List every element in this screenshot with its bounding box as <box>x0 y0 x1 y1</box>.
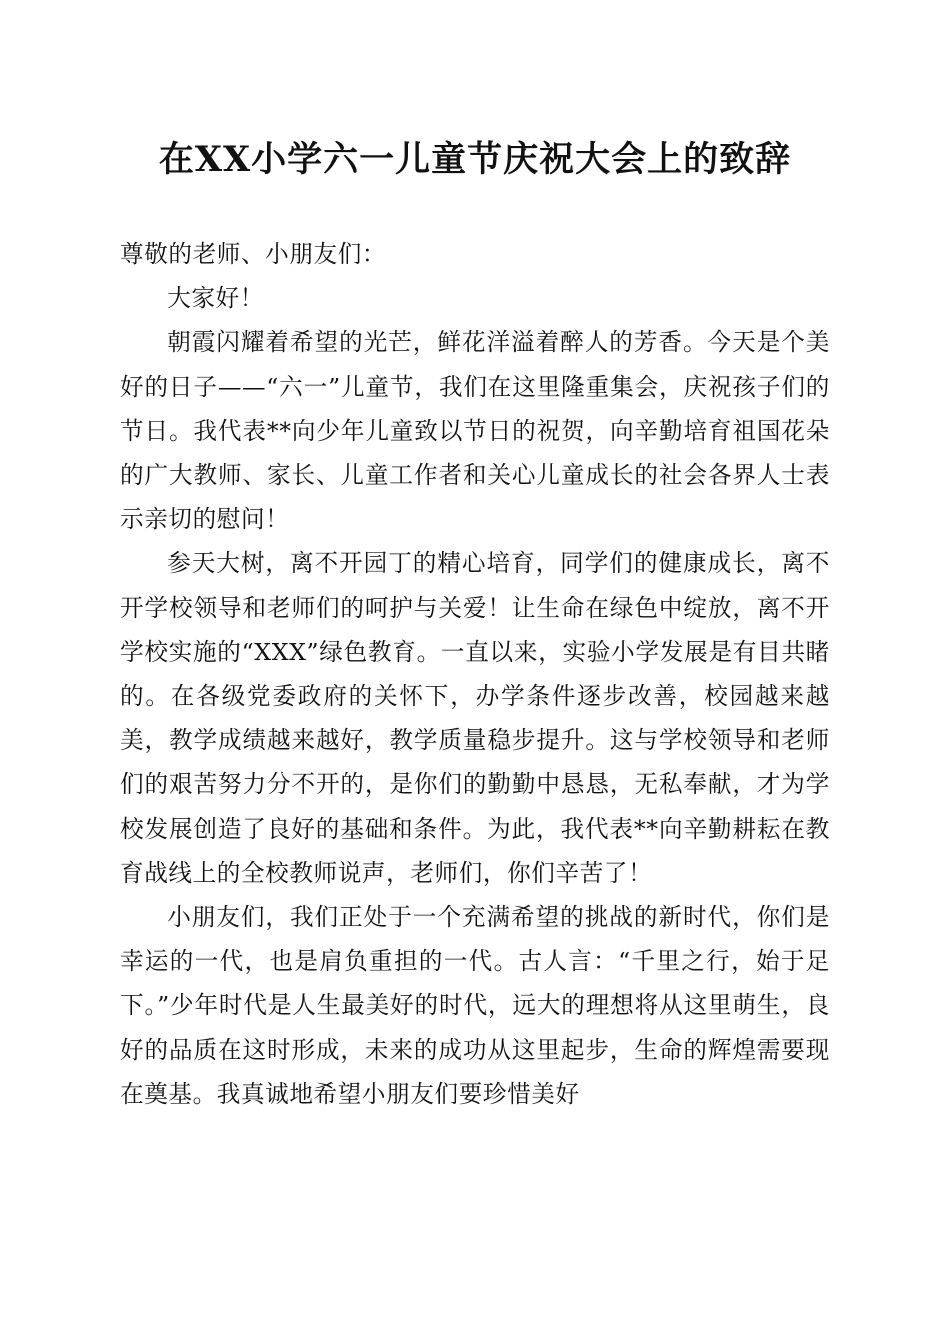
greeting: 大家好！ <box>167 284 264 313</box>
paragraph-3: 小朋友们，我们正处于一个充满希望的挑战的新时代，你们是幸运的一代，也是肩负重担的一代。古人言：“千里之行，始于足下。”少年时代是人生最美好的时代，远大的理想将从这里萌生，良好的品质在这时形成，未来的成功从这里起步，生命的辉煌需要现在奠基。我真诚地希望小朋友们要珍惜美好 <box>120 903 830 1108</box>
paragraph-2: 参天大树，离不开园丁的精心培育，同学们的健康成长，离不开学校领导和老师们的呵护与关爱！让生命在绿色中绽放，离不开学校实施的“XXX”绿色教育。一直以来，实验小学发展是有目共睹的。在各级党委政府的关怀下，办学条件逐步改善，校园越来越美，教学成绩越来越好，教学质量稳步提升。这与学校领导和老师们的艰苦努力分不开的，是你们的勤勤中恳恳，无私奉献，才为学校发展创造了良好的基础和条件。为此，我代表**向辛勤耕耘在教育战线上的全校教师说声，老师们，你们辛苦了！ <box>120 549 830 887</box>
document-body <box>120 232 830 1116</box>
paragraph-1: 朝霞闪耀着希望的光芒，鲜花洋溢着醉人的芳香。今天是个美好的日子——“六一”儿童节，我们在这里隆重集会，庆祝孩子们的节日。我代表**向少年儿童致以节日的祝贺，向辛勤培育祖国花朵的广大教师、家长、儿童工作者和关心儿童成长的社会各界人士表示亲切的慰问！ <box>120 328 830 534</box>
document-title: 在XX小学六一儿童节庆祝大会上的致辞 <box>158 139 792 180</box>
salutation: 尊敬的老师、小朋友们： <box>120 240 387 268</box>
